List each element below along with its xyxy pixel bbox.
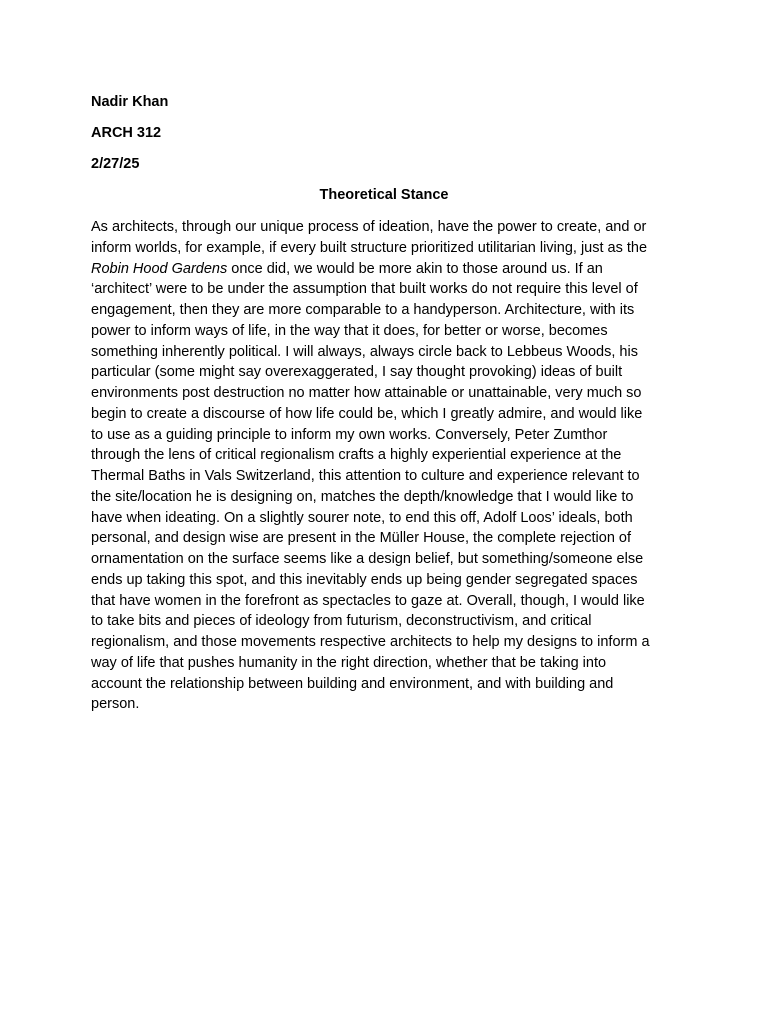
author-name: Nadir Khan — [91, 94, 169, 110]
paragraph-line-text: once did, we would be more akin to those around us. If an — [227, 260, 603, 277]
paragraph-line: way of life that pushes humanity in the right direction, whether that be taking into — [91, 654, 607, 671]
paragraph-line: inform worlds, for example, if every built structure prioritized utilitarian living, just as the — [91, 239, 648, 256]
paragraph-line: to use as a guiding principle to inform my own works. Conversely, Peter Zumthor — [91, 426, 608, 443]
paragraph-line: account the relationship between building and environment, and with building and — [91, 675, 614, 692]
paragraph-line: environments post destruction no matter how attainable or unattainable, very much so — [91, 385, 642, 401]
paragraph-line: power to inform ways of life, in the way that it does, for better or worse, becomes — [91, 322, 608, 339]
paragraph-line: ‘architect’ were to be under the assumption that built works do not require this level of — [91, 281, 638, 298]
body-paragraph — [91, 217, 683, 715]
document-date: 2/27/25 — [91, 156, 140, 172]
paragraph-line: Thermal Baths in Vals Switzerland, this attention to culture and experience relevant to — [91, 468, 640, 484]
paragraph-line — [91, 259, 683, 280]
paragraph-line: to take bits and pieces of ideology from futurism, deconstructivism, and critical — [91, 613, 592, 630]
paragraph-line: regionalism, and those movements respective architects to help my designs to inform a — [91, 634, 650, 650]
paragraph-line: ends up taking this spot, and this inevitably ends up being gender segregated spaces — [91, 571, 638, 588]
paragraph-line: engagement, then they are more comparable to a handyperson. Architecture, with its — [91, 302, 635, 318]
paragraph-line: As architects, through our unique process of ideation, have the power to create, and or — [91, 219, 647, 235]
italic-title-robin-hood-gardens: Robin Hood Gardens — [91, 260, 228, 277]
course-code: ARCH 312 — [91, 125, 162, 141]
paragraph-line: that have women in the forefront as spectacles to gaze at. Overall, though, I would like — [91, 592, 645, 609]
paragraph-line: begin to create a discourse of how life could be, which I greatly admire, and would like — [91, 405, 643, 422]
paragraph-line: through the lens of critical regionalism crafts a highly experiential experience at the — [91, 447, 622, 464]
paragraph-line: something inherently political. I will always, always circle back to Lebbeus Woods, his — [91, 343, 638, 360]
paragraph-line: person. — [91, 696, 140, 713]
paragraph-line: particular (some might say overexaggerated, I say thought provoking) ideas of built — [91, 364, 623, 381]
document-title: Theoretical Stance — [319, 187, 449, 203]
paragraph-line: the site/location he is designing on, matches the depth/knowledge that I would like to — [91, 488, 634, 505]
paragraph-line: personal, and design wise are present in the Müller House, the complete rejection of — [91, 530, 632, 547]
paragraph-line: ornamentation on the surface seems like a design belief, but something/someone else — [91, 551, 644, 567]
paragraph-line: have when ideating. On a slightly sourer note, to end this off, Adolf Loos’ ideals, both — [91, 509, 633, 526]
